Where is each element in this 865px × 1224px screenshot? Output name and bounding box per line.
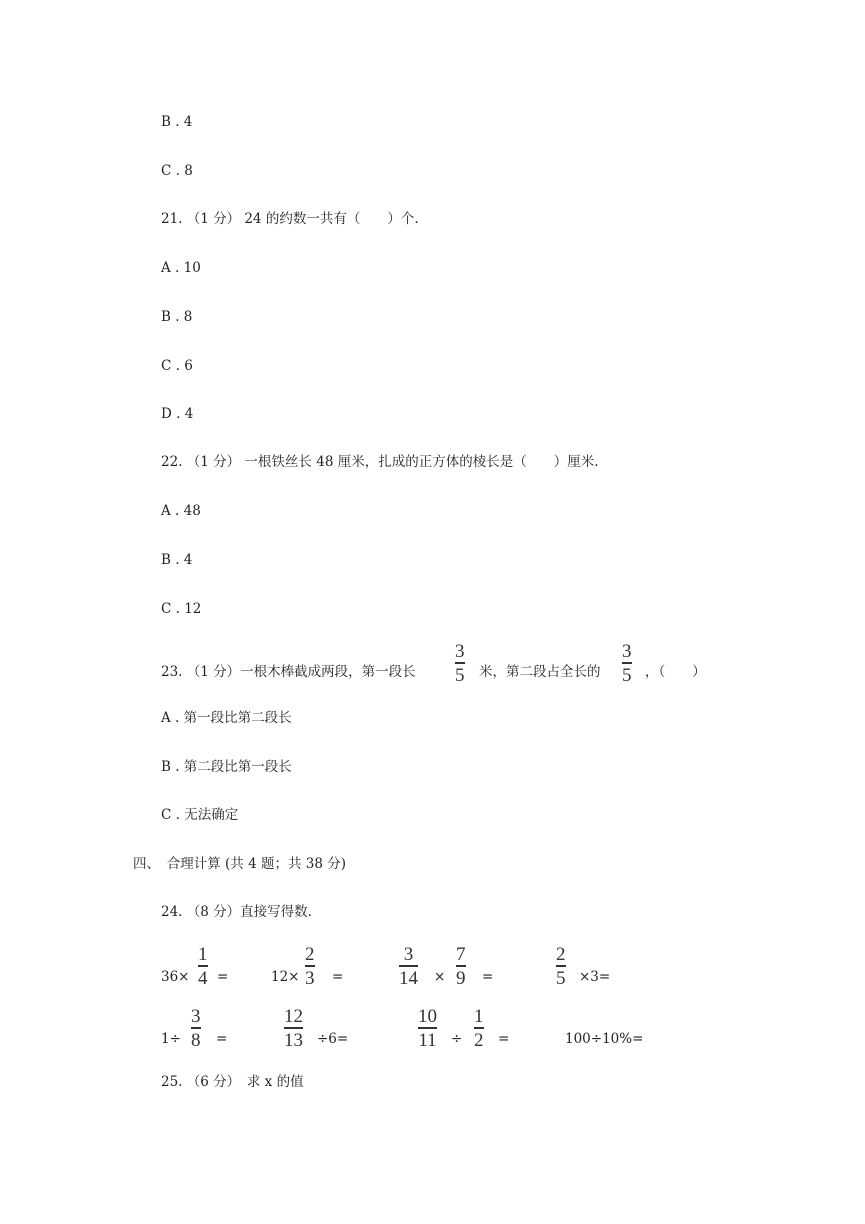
calc-r2-e3-fraction-2 [474,1007,484,1050]
fraction-bar [455,662,465,664]
fraction-bar [284,1027,303,1029]
q20-option-c: C . 8 [161,163,193,179]
calc-r1-e3-fraction-2 [456,945,466,988]
q21-stem: 21. （1 分） 24 的约数一共有（ ）个. [161,211,419,227]
fraction-numerator: 1 [474,1006,484,1027]
calc-r2-e3-fraction-1 [418,1007,437,1050]
fraction-numerator: 1 [198,944,208,965]
fraction-bar [198,965,208,967]
q24-stem: 24. （8 分）直接写得数. [161,904,312,920]
calc-r1-e1-prefix: 36× [161,969,190,985]
calc-r2-e1-prefix: 1÷ [161,1031,181,1047]
q21-option-d: D . 4 [161,406,194,422]
calc-r1-e4-suffix: ×3= [579,969,611,985]
calc-r2-e4: 100÷10%= [565,1031,644,1047]
fraction-denominator: 14 [399,967,418,989]
q23-fraction-1 [455,642,465,685]
calc-r1-e2-fraction [305,945,315,988]
fraction-bar [191,1027,201,1029]
fraction-numerator: 7 [456,944,466,965]
q22-option-c: C . 12 [161,601,202,617]
fraction-bar [305,965,315,967]
fraction-bar [474,1027,484,1029]
calc-r2-e2-fraction [284,1007,303,1050]
fraction-bar [556,965,566,967]
fraction-numerator: 3 [622,641,632,662]
q21-option-a: A . 10 [161,260,201,276]
q22-option-a: A . 48 [161,503,201,519]
q25-stem: 25. （6 分） 求 x 的值 [161,1074,304,1090]
calc-r1-e1-fraction [198,945,208,988]
calc-r1-e1-equals: = [217,969,229,985]
fraction-denominator: 5 [556,967,566,989]
q23-fraction-2 [622,642,632,685]
fraction-denominator: 4 [198,967,208,989]
q23-option-b: B . 第二段比第一段长 [161,759,292,775]
q23-stem-part3: ，（ ） [645,664,706,680]
fraction-denominator: 9 [456,967,466,989]
calc-r2-e3-equals: = [498,1031,510,1047]
calc-r2-e3-operator: ÷ [451,1031,463,1047]
fraction-denominator: 13 [284,1029,303,1051]
fraction-numerator: 10 [418,1006,437,1027]
fraction-numerator: 2 [305,944,315,965]
fraction-numerator: 3 [191,1006,201,1027]
calc-r1-e3-fraction-1 [399,945,418,988]
calc-r1-e4-fraction [556,945,566,988]
fraction-denominator: 5 [622,664,632,686]
q23-stem-part2: 米，第二段占全长的 [479,664,601,680]
fraction-bar [622,662,632,664]
fraction-denominator: 11 [418,1029,437,1051]
calc-r2-e2-suffix: ÷6= [317,1031,349,1047]
section-heading: 四、 合理计算 (共 4 题；共 38 分) [133,856,347,872]
calc-r1-e2-equals: = [332,969,344,985]
q23-option-c: C . 无法确定 [161,807,239,823]
fraction-denominator: 8 [191,1029,201,1051]
fraction-numerator: 3 [403,944,414,965]
calc-r2-e1-equals: = [216,1031,228,1047]
fraction-numerator: 2 [556,944,566,965]
fraction-denominator: 3 [305,967,315,989]
calc-r1-e2-prefix: 12× [271,969,300,985]
fraction-bar [418,1027,437,1029]
calc-r1-e3-equals: = [482,969,494,985]
fraction-bar [399,965,418,967]
q22-stem: 22. （1 分） 一根铁丝长 48 厘米，扎成的正方体的棱长是（ ）厘米. [161,454,599,470]
q20-option-b: B . 4 [161,114,193,130]
calc-r1-e3-operator: × [434,969,446,985]
q23-stem-part1: 23. （1 分）一根木棒截成两段，第一段长 [161,664,416,680]
q21-option-b: B . 8 [161,309,193,325]
calc-r2-e1-fraction [191,1007,201,1050]
fraction-bar [456,965,466,967]
fraction-numerator: 12 [284,1006,303,1027]
fraction-numerator: 3 [455,641,465,662]
fraction-denominator: 2 [474,1029,484,1051]
q21-option-c: C . 6 [161,358,193,374]
q23-option-a: A . 第一段比第二段长 [161,710,292,726]
q22-option-b: B . 4 [161,552,193,568]
fraction-denominator: 5 [455,664,465,686]
